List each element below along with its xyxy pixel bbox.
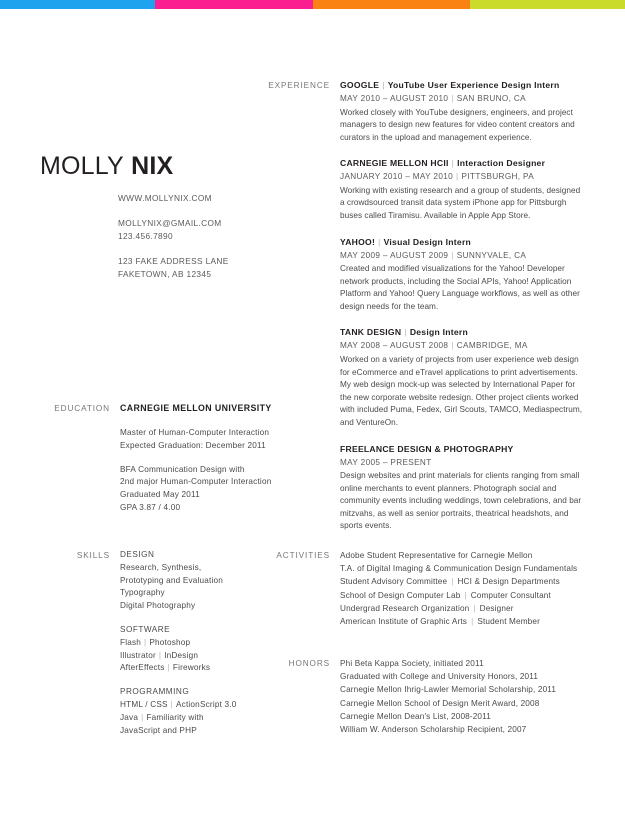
section-label-skills: SKILLS bbox=[76, 551, 110, 560]
color-stripe-blue bbox=[0, 0, 155, 9]
text-segment: Graduated with College and University Honors, 2011 bbox=[340, 672, 539, 682]
top-color-bar bbox=[0, 0, 625, 9]
education-line: BFA Communication Design with bbox=[120, 464, 245, 474]
text-segment: Illustrator bbox=[120, 650, 156, 660]
experience-entry bbox=[340, 236, 585, 314]
experience-location: SUNNYVALE, CA bbox=[456, 250, 527, 260]
contact-address-line1: 123 FAKE ADDRESS LANE bbox=[118, 255, 229, 266]
education-degrees bbox=[120, 427, 305, 515]
text-segment: Carnegie Mellon Dean's List, 2008-2011 bbox=[340, 711, 491, 721]
activity-item bbox=[340, 549, 590, 562]
text-segment: Typography bbox=[120, 588, 165, 598]
pipe-separator: | bbox=[464, 590, 467, 600]
experience-title bbox=[340, 157, 585, 169]
section-label-education: EDUCATION bbox=[54, 404, 110, 413]
experience-dates: JANUARY 2010 – MAY 2010 bbox=[340, 172, 454, 182]
honor-item bbox=[340, 697, 590, 710]
text-segment: Fireworks bbox=[172, 663, 211, 673]
pipe-separator: | bbox=[451, 158, 455, 169]
text-segment: William W. Anderson Scholarship Recipient, 2007 bbox=[340, 725, 527, 735]
pipe-separator: | bbox=[170, 699, 173, 709]
contact-address-line2: FAKETOWN, AB 12345 bbox=[118, 269, 212, 279]
experience-meta bbox=[340, 340, 585, 353]
honor-item bbox=[340, 710, 590, 723]
pipe-separator: | bbox=[451, 577, 454, 587]
experience-title bbox=[340, 236, 585, 248]
section-education bbox=[0, 402, 320, 515]
experience-entry bbox=[340, 157, 585, 222]
text-segment: American Institute of Graphic Arts bbox=[340, 617, 468, 627]
contact-website[interactable]: WWW.MOLLYNIX.COM bbox=[118, 193, 212, 203]
pipe-separator: | bbox=[378, 236, 381, 247]
color-stripe-green bbox=[470, 0, 625, 9]
pipe-separator: | bbox=[141, 712, 144, 722]
skill-group-heading: PROGRAMMING bbox=[120, 687, 190, 697]
text-segment: School of Design Computer Lab bbox=[340, 590, 461, 600]
section-label-experience: EXPERIENCE bbox=[268, 81, 330, 90]
text-segment: Carnegie Mellon School of Design Merit Award, 2008 bbox=[340, 698, 540, 708]
text-segment: Student Advisory Committee bbox=[340, 577, 448, 587]
section-label-activities: ACTIVITIES bbox=[276, 551, 330, 560]
text-segment: HTML / CSS bbox=[120, 699, 168, 709]
experience-location: PITTSBURGH, PA bbox=[461, 172, 535, 182]
activity-item bbox=[340, 615, 590, 628]
experience-dates: MAY 2009 – AUGUST 2009 bbox=[340, 250, 449, 260]
text-segment: Flash bbox=[120, 637, 142, 647]
honors-list bbox=[340, 657, 590, 736]
activities-list bbox=[340, 549, 590, 628]
text-segment: Adobe Student Representative for Carnegie Mellon bbox=[340, 551, 533, 560]
pipe-separator: | bbox=[451, 94, 454, 103]
pipe-separator: | bbox=[451, 250, 454, 260]
skill-group-heading: DESIGN bbox=[120, 550, 155, 559]
text-segment: Photoshop bbox=[149, 637, 191, 647]
experience-title bbox=[340, 443, 585, 455]
experience-company: YAHOO! bbox=[340, 236, 376, 247]
text-segment: HCI & Design Departments bbox=[457, 577, 560, 587]
first-name: MOLLY bbox=[40, 152, 124, 180]
experience-company: TANK DESIGN bbox=[340, 327, 402, 338]
experience-description: Created and modified visualizations for the Yahoo! Developer network products, including the Social APIs, Yahoo! Application Platform and Yahoo! Query Language workflows, as well as other design needs for the team. bbox=[340, 264, 580, 311]
experience-location: CAMBRIDGE, MA bbox=[456, 341, 528, 351]
honor-item bbox=[340, 723, 590, 736]
experience-company: FREELANCE DESIGN & PHOTOGRAPHY bbox=[340, 443, 514, 454]
experience-entry bbox=[340, 326, 585, 429]
section-honors bbox=[0, 657, 625, 736]
experience-title bbox=[340, 79, 585, 91]
experience-list bbox=[340, 79, 585, 533]
education-line: Graduated May 2011 bbox=[120, 490, 200, 500]
pipe-separator: | bbox=[456, 172, 459, 182]
experience-dates: MAY 2005 – PRESENT bbox=[340, 457, 432, 467]
skill-group-heading: SOFTWARE bbox=[120, 624, 171, 634]
last-name: NIX bbox=[131, 152, 174, 180]
pipe-separator: | bbox=[404, 327, 407, 338]
text-segment: ActionScript 3.0 bbox=[175, 699, 237, 709]
text-segment: JavaScript and PHP bbox=[120, 725, 197, 735]
honor-item bbox=[340, 670, 590, 683]
pipe-separator: | bbox=[144, 637, 147, 647]
activity-item bbox=[340, 589, 590, 602]
experience-company: GOOGLE bbox=[340, 80, 380, 90]
experience-description: Working with existing research and a group of students, designed a crowdsourced transit data system iPhone app for Pittsburgh buses called Tiramisu. Available in Apple App Store. bbox=[340, 185, 581, 220]
education-line: 2nd major Human-Computer Interaction bbox=[120, 477, 272, 487]
experience-title bbox=[340, 326, 585, 338]
experience-meta bbox=[340, 457, 585, 470]
text-segment: Undergrad Research Organization bbox=[340, 603, 470, 613]
text-segment: Designer bbox=[479, 603, 514, 613]
activity-item bbox=[340, 575, 590, 588]
text-segment: Familiarity with bbox=[146, 712, 204, 722]
experience-description: Design websites and print materials for clients ranging from small online merchants to event planners. Photograph social and community events including weddings, town celebrations, and bar mitzvahs, as well as senior portraits, theatrical headshots, and sports events. bbox=[340, 471, 582, 531]
pipe-separator: | bbox=[471, 617, 474, 627]
skill-line bbox=[120, 637, 305, 650]
experience-dates: MAY 2010 – AUGUST 2010 bbox=[340, 94, 449, 103]
experience-entry bbox=[340, 443, 585, 533]
section-label-honors: HONORS bbox=[288, 659, 330, 668]
experience-description: Worked closely with YouTube designers, engineers, and project managers to design new features for video content creators and curators in the upload and management experience. bbox=[340, 107, 575, 142]
honor-item bbox=[340, 683, 590, 696]
experience-description: Worked on a variety of projects from user experience web design for eCommerce and eTravel applications to print advertisements. My web design mock-up was selected by International Paper for the new corporate website redesign. Other project clients worked with included Puma, Fedex, Girl Scouts, TAMCO, Mediaspectrum, and VentureOn. bbox=[340, 354, 583, 427]
text-segment: T.A. of Digital Imaging & Communication Design Fundamentals bbox=[340, 564, 578, 574]
experience-role: YouTube User Experience Design Intern bbox=[387, 80, 560, 90]
experience-location: SAN BRUNO, CA bbox=[456, 94, 526, 103]
experience-dates: MAY 2008 – AUGUST 2008 bbox=[340, 341, 449, 351]
pipe-separator: | bbox=[382, 80, 385, 90]
education-entry bbox=[120, 427, 305, 453]
pipe-separator: | bbox=[167, 663, 170, 673]
text-segment: Phi Beta Kappa Society, initiated 2011 bbox=[340, 659, 484, 668]
education-school: CARNEGIE MELLON UNIVERSITY bbox=[120, 403, 272, 413]
color-stripe-pink bbox=[155, 0, 313, 9]
honor-item bbox=[340, 657, 590, 670]
education-line: Master of Human-Computer Interaction bbox=[120, 428, 270, 437]
activity-item bbox=[340, 602, 590, 615]
education-line: GPA 3.87 / 4.00 bbox=[120, 502, 181, 512]
experience-role: Design Intern bbox=[409, 327, 468, 338]
contact-phone: 123.456.7890 bbox=[118, 231, 173, 241]
text-segment: Prototyping and Evaluation bbox=[120, 575, 224, 585]
experience-meta bbox=[340, 171, 585, 184]
education-line: Expected Graduation: December 2011 bbox=[120, 440, 266, 450]
text-segment: InDesign bbox=[164, 650, 199, 660]
text-segment: Java bbox=[120, 712, 139, 722]
text-segment: AfterEffects bbox=[120, 663, 165, 673]
text-segment: Digital Photography bbox=[120, 601, 196, 611]
experience-meta bbox=[340, 93, 585, 106]
pipe-separator: | bbox=[158, 650, 162, 660]
text-segment: Carnegie Mellon Ihrig-Lawler Memorial Scholarship, 2011 bbox=[340, 685, 557, 695]
experience-company: CARNEGIE MELLON HCII bbox=[340, 158, 449, 169]
education-content bbox=[120, 402, 305, 515]
pipe-separator: | bbox=[473, 603, 476, 613]
color-stripe-orange bbox=[313, 0, 470, 9]
experience-role: Visual Design Intern bbox=[383, 236, 472, 247]
contact-email[interactable]: MOLLYNIX@GMAIL.COM bbox=[118, 217, 222, 228]
experience-meta bbox=[340, 250, 585, 263]
experience-role: Interaction Designer bbox=[457, 158, 546, 169]
activity-item bbox=[340, 562, 590, 575]
experience-entry bbox=[340, 79, 585, 144]
text-segment: Student Member bbox=[477, 617, 540, 627]
section-activities bbox=[0, 549, 625, 628]
education-entry bbox=[120, 464, 305, 515]
text-segment: Research, Synthesis, bbox=[120, 562, 202, 572]
text-segment: Computer Consultant bbox=[470, 590, 551, 600]
pipe-separator: | bbox=[451, 341, 454, 351]
